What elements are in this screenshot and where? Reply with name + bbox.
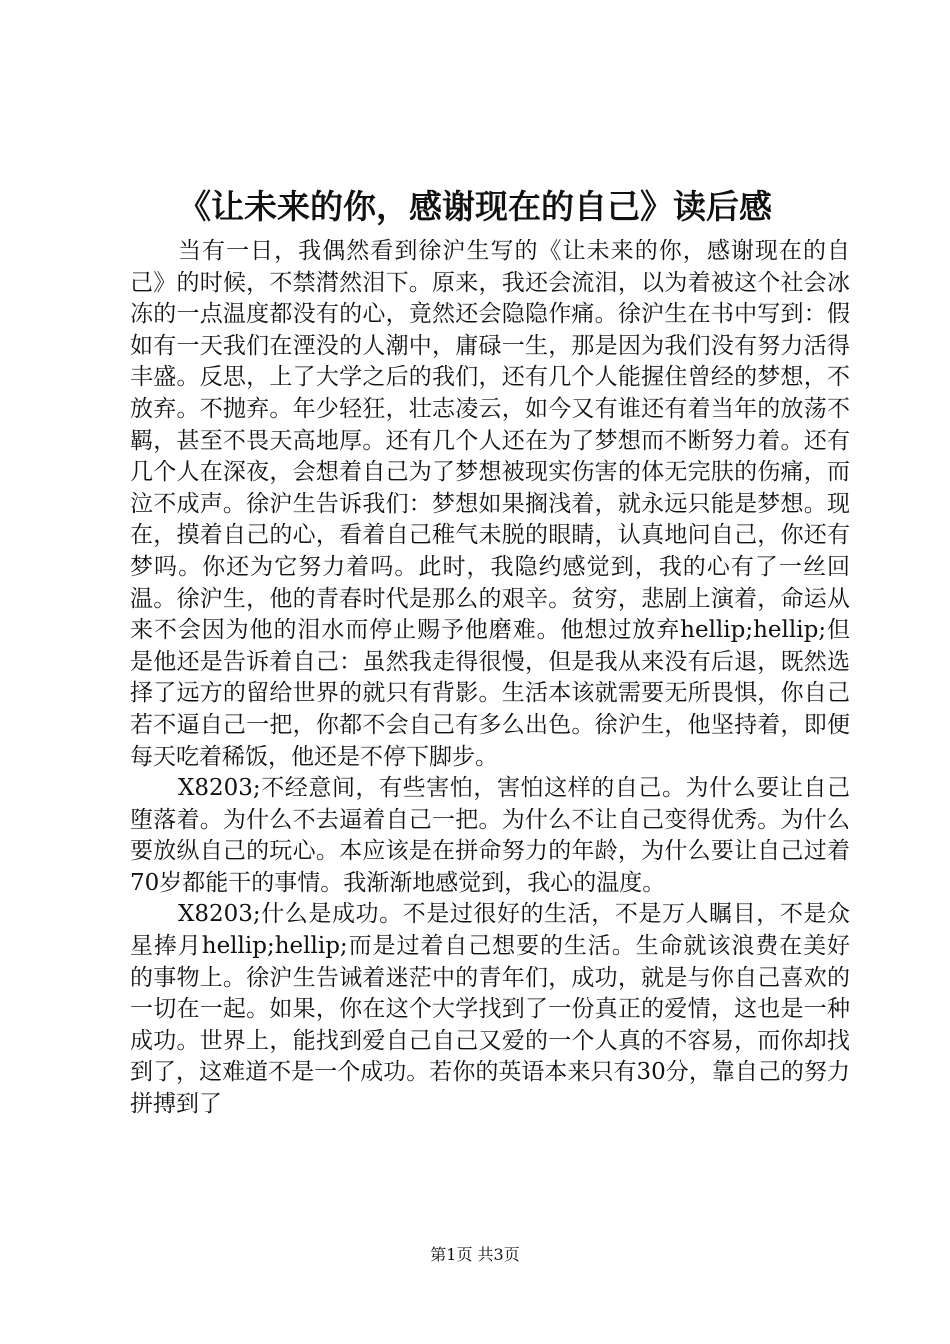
body-paragraph-3: X8203;什么是成功。不是过很好的生活，不是万人瞩目，不是众星捧月hellip;hellip;而是过着自己想要的生活。生命就该浪费在美好的事物上。徐沪生告诫着迷茫中的青年们，成功，就是与你自己喜欢的一切在一起。如果，你在这个大学找到了一份真正的爱情，这也是一种成功。世界上，能找到爱自己自己又爱的一个人真的不容易，而你却找到了，这难道不是一个成功。若你的英语本来只有30分，靠自己的努力拼搏到了 — [130, 901, 850, 1118]
body-paragraph-1: 当有一日，我偶然看到徐沪生写的《让未来的你，感谢现在的自己》的时候，不禁潸然泪下。原来，我还会流泪，以为着被这个社会冰冻的一点温度都没有的心，竟然还会隐隐作痛。徐沪生在书中写到：假如有一天我们在湮没的人潮中，庸碌一生，那是因为我们没有努力活得丰盛。反思，上了大学之后的我们，还有几个人能握住曾经的梦想，不放弃。不抛弃。年少轻狂，壮志凌云，如今又有谁还有着当年的放荡不羁，甚至不畏天高地厚。还有几个人还在为了梦想而不断努力着。还有几个人在深夜，会想着自己为了梦想被现实伤害的体无完肤的伤痛，而泣不成声。徐沪生告诉我们：梦想如果搁浅着，就永远只能是梦想。现在，摸着自己的心，看着自己稚气未脱的眼睛，认真地问自己，你还有梦吗。你还为它努力着吗。此时，我隐约感觉到，我的心有了一丝回温。徐沪生，他的青春时代是那么的艰辛。贫穷，悲剧上演着，命运从来不会因为他的泪水而停止赐予他磨难。他想过放弃hellip;hellip;但是他还是告诉着自己：虽然我走得很慢，但是我从来没有后退，既然选择了远方的留给世界的就只有背影。生活本该就需要无所畏惧，你自己若不逼自己一把，你都不会自己有多么出色。徐沪生，他坚持着，即便每天吃着稀饭，他还是不停下脚步。 — [130, 238, 850, 770]
body-paragraph-2: X8203;不经意间，有些害怕，害怕这样的自己。为什么要让自己堕落着。为什么不去逼着自己一把。为什么不让自己变得优秀。为什么要放纵自己的玩心。本应该是在拼命努力的年龄，为什么要让自己过着70岁都能干的事情。我渐渐地感觉到，我心的温度。 — [130, 775, 850, 896]
page-number-footer: 第1页 共3页 — [430, 1245, 520, 1264]
document-title: 《让未来的你，感谢现在的自己》读后感 — [178, 187, 772, 226]
document-body — [130, 236, 850, 1121]
